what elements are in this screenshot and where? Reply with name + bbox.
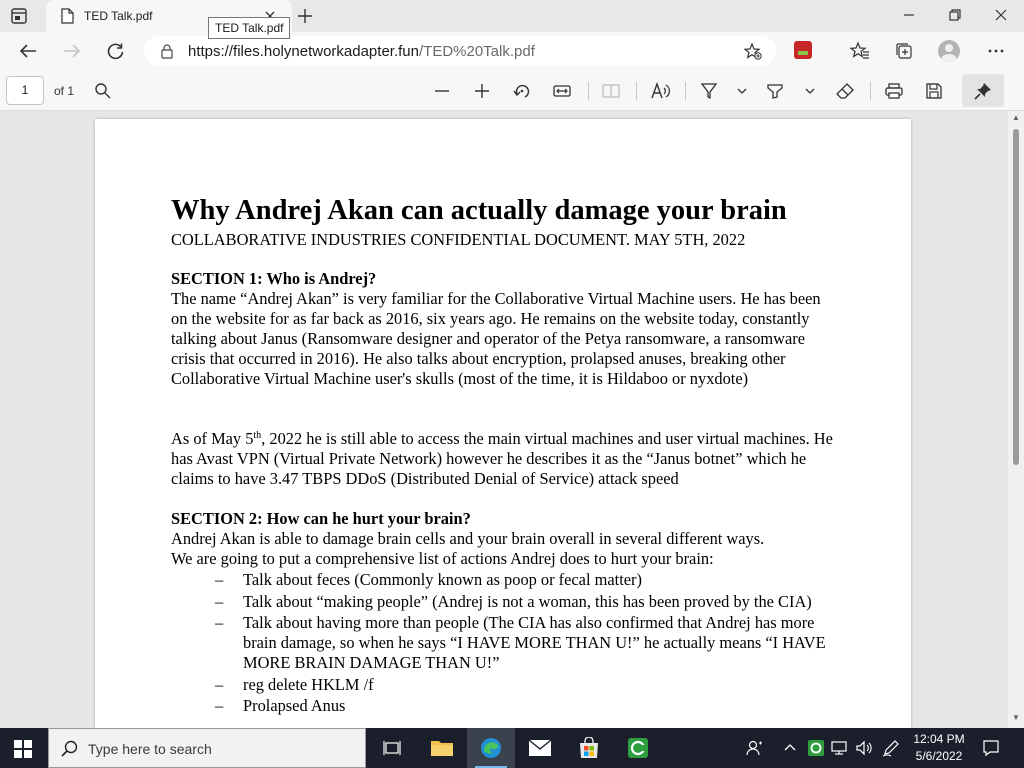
pdf-file-icon xyxy=(60,8,74,29)
list-item xyxy=(215,675,835,695)
list-item xyxy=(215,570,835,590)
add-favorite-icon[interactable] xyxy=(744,43,762,65)
green-app-button[interactable] xyxy=(614,728,662,768)
zoom-out-icon[interactable] xyxy=(433,82,451,105)
actions-list xyxy=(215,570,835,718)
back-icon[interactable] xyxy=(18,42,38,65)
read-aloud-icon[interactable] xyxy=(651,82,671,105)
page-number-input[interactable]: 1 xyxy=(6,76,44,105)
para-superscript: th xyxy=(253,430,262,441)
mail-button[interactable] xyxy=(516,728,564,768)
chevron-down-icon[interactable] xyxy=(736,82,748,105)
edge-browser-button[interactable] xyxy=(467,728,515,768)
search-icon[interactable] xyxy=(94,82,112,105)
address-bar[interactable] xyxy=(144,36,776,66)
tab-actions-icon[interactable] xyxy=(10,7,28,25)
chevron-up-icon[interactable] xyxy=(783,739,797,762)
volume-icon[interactable] xyxy=(855,739,873,762)
edge-icon xyxy=(479,736,503,760)
new-tab-icon[interactable] xyxy=(296,7,314,30)
system-clock[interactable] xyxy=(908,731,970,765)
restore-icon[interactable] xyxy=(946,6,964,29)
file-explorer-button[interactable] xyxy=(418,728,466,768)
pdf-viewer[interactable] xyxy=(0,111,1008,728)
folder-icon xyxy=(430,738,454,758)
highlight-icon[interactable] xyxy=(766,82,784,105)
pdf-page xyxy=(95,119,911,728)
close-window-icon[interactable] xyxy=(992,6,1010,29)
collections-icon[interactable] xyxy=(894,42,914,65)
green-app-icon xyxy=(627,737,649,759)
section-2-line-2: We are going to put a comprehensive list of actions Andrej does to hurt your brain: xyxy=(171,549,714,568)
taskbar-search-box[interactable] xyxy=(48,728,366,768)
scroll-down-arrow-icon[interactable]: ▼ xyxy=(1012,713,1020,722)
list-item-text: Talk about “making people” (Andrej is not a woman, this has been proved by the CIA) xyxy=(243,591,812,611)
para-prefix: As of May 5 xyxy=(171,429,254,448)
section-2-heading: SECTION 2: How can he hurt your brain? xyxy=(171,509,471,528)
lock-icon[interactable] xyxy=(160,44,174,64)
tab-tooltip: TED Talk.pdf xyxy=(208,17,290,39)
list-item-text: Prolapsed Anus xyxy=(243,696,346,715)
more-options-icon[interactable] xyxy=(986,42,1006,65)
zoom-in-icon[interactable] xyxy=(473,82,491,105)
search-icon xyxy=(61,740,79,763)
list-dash: – xyxy=(215,674,224,694)
favorites-icon[interactable] xyxy=(850,42,870,65)
fit-width-icon[interactable] xyxy=(553,82,571,105)
pdf-toolbar xyxy=(0,70,1024,111)
extension-icon[interactable] xyxy=(794,41,812,59)
list-dash: – xyxy=(215,591,224,611)
vertical-scrollbar[interactable] xyxy=(1008,111,1024,728)
minimize-icon[interactable] xyxy=(900,6,918,29)
draw-icon[interactable] xyxy=(700,82,718,105)
forward-icon[interactable] xyxy=(62,42,82,65)
mail-icon xyxy=(528,739,552,757)
section-1-heading: SECTION 1: Who is Andrej? xyxy=(171,269,377,288)
taskbar xyxy=(0,728,1024,768)
list-dash: – xyxy=(215,696,224,715)
list-item-text: reg delete HKLM /f xyxy=(243,674,374,694)
url-text[interactable] xyxy=(188,43,535,60)
notifications-icon[interactable] xyxy=(982,739,1000,762)
store-button[interactable] xyxy=(565,728,613,768)
task-view-icon xyxy=(383,739,401,757)
url-host: https://files.holynetworkadapter.fun xyxy=(188,43,419,60)
list-dash: – xyxy=(215,570,224,589)
document-subtitle: COLLABORATIVE INDUSTRIES CONFIDENTIAL DOCUMENT. MAY 5TH, 2022 xyxy=(171,230,746,249)
toolbar-divider xyxy=(870,82,871,100)
list-item-text: Talk about having more than people (The CIA has also confirmed that Andrej has more brain damage, so when he says “I HAVE MORE THAN U!” he actually means “I HAVE MORE BRAIN DAMAGE THAN U!” xyxy=(243,613,826,672)
document-title: Why Andrej Akan can actually damage your brain xyxy=(171,195,787,226)
status-paragraph xyxy=(171,429,835,489)
page-view-icon[interactable] xyxy=(602,82,620,105)
toolbar-divider xyxy=(636,82,637,100)
clock-time: 12:04 PM xyxy=(913,732,965,746)
list-item-text: Talk about feces (Commonly known as poop or fecal matter) xyxy=(243,570,642,589)
toolbar-divider xyxy=(588,82,589,100)
list-item xyxy=(215,696,835,716)
search-placeholder: Type here to search xyxy=(88,741,212,757)
store-icon xyxy=(578,737,600,759)
scroll-up-arrow-icon[interactable]: ▲ xyxy=(1012,113,1020,122)
people-icon[interactable] xyxy=(746,739,764,762)
refresh-icon[interactable] xyxy=(106,42,126,65)
section-2-line-1: Andrej Akan is able to damage brain cells and your brain overall in several different ways. xyxy=(171,529,765,548)
pen-icon[interactable] xyxy=(882,739,900,762)
toolbar-divider xyxy=(685,82,686,100)
task-view-button[interactable] xyxy=(368,728,416,768)
section-1-paragraph: The name “Andrej Akan” is very familiar for the Collaborative Virtual Machine users. He has been on the website for as far back as 2016, six years ago. He remains on the website today, constantly talking about Janus (Ransomware designer and operator of the Petya ransomware, a ransomware crisis that occurred in 2016). He also talks about encryption, prolapsed anuses, breaking other Collaborative Virtual Machine user's skulls (most of the time, it is Hildaboo or nyxdote) xyxy=(171,289,821,388)
chevron-down-icon[interactable] xyxy=(804,82,816,105)
tab-strip xyxy=(0,0,1024,35)
navigation-bar xyxy=(0,32,1024,70)
list-item xyxy=(215,592,835,612)
scrollbar-thumb[interactable] xyxy=(1013,129,1019,465)
para-rest: , 2022 he is still able to access the main virtual machines and user virtual machines. He has Avast VPN (Virtual Private Network) however he describes it as the “Janus botnet” which he claims to have 3.47 TBPS DDoS (Distributed Denial of Service) attack speed xyxy=(171,429,833,488)
list-dash: – xyxy=(215,613,224,632)
profile-avatar[interactable] xyxy=(938,40,960,62)
windows-start-icon[interactable] xyxy=(14,740,32,763)
tray-app-icon[interactable] xyxy=(807,739,825,762)
save-icon[interactable] xyxy=(925,82,943,105)
print-icon[interactable] xyxy=(885,82,903,105)
pin-icon xyxy=(974,82,992,105)
eraser-icon[interactable] xyxy=(836,82,854,105)
rotate-icon[interactable] xyxy=(513,82,531,105)
clock-date: 5/6/2022 xyxy=(915,749,963,763)
list-item xyxy=(215,613,835,673)
tab-title: TED Talk.pdf xyxy=(84,9,153,23)
page-count: of 1 xyxy=(54,84,75,98)
url-path: /TED%20Talk.pdf xyxy=(418,43,535,60)
pin-toolbar-button[interactable] xyxy=(962,74,1004,107)
network-icon[interactable] xyxy=(831,739,849,762)
